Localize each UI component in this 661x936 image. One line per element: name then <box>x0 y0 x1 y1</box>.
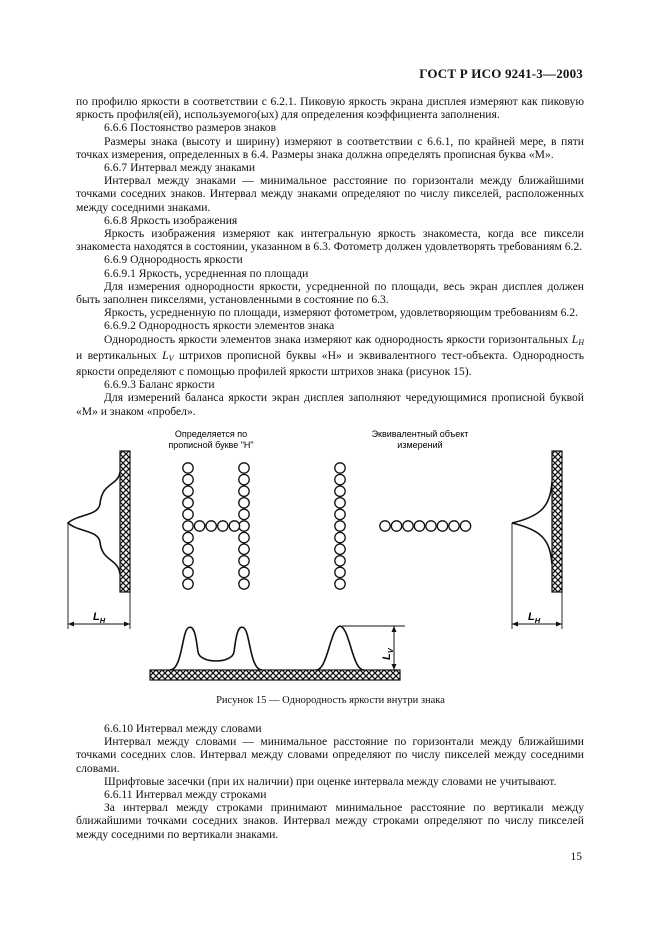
paragraph: по профилю яркости в соответствии с 6.2.1. Пиковую яркость экрана дисплея измеряют как пиковую яркость профиля(ей), используемого(ых) для определения коэффициента заполнения. <box>76 95 584 122</box>
section-heading-6-6-8: 6.6.8 Яркость изображения <box>104 213 238 227</box>
label-right-line2: измерений <box>397 440 443 450</box>
h-left-stroke-dot <box>183 556 193 566</box>
test-horizontal-dot <box>460 521 470 531</box>
h-crossbar-dot <box>206 521 216 531</box>
h-left-stroke-dot <box>183 463 193 473</box>
section-heading-6-6-9: 6.6.9 Однородность яркости <box>104 253 243 267</box>
right-hatched-bar <box>552 451 562 592</box>
test-vertical-dot <box>335 532 345 542</box>
test-vertical-dot <box>335 567 345 577</box>
test-horizontal-dot <box>380 521 390 531</box>
right-dim-label: $L_H$ <box>528 611 541 625</box>
right-profile-curve <box>512 482 552 564</box>
test-vertical-dot <box>335 474 345 484</box>
h-crossbar-dot <box>229 521 239 531</box>
test-vertical-dot <box>335 463 345 473</box>
test-horizontal-dot <box>426 521 436 531</box>
h-left-stroke-dot <box>183 474 193 484</box>
document-header: ГОСТ Р ИСО 9241-3—2003 <box>419 66 583 81</box>
test-vertical-dot <box>335 509 345 519</box>
h-right-stroke-dot <box>239 486 249 496</box>
test-horizontal-dot <box>403 521 413 531</box>
label-left-line2: прописной букве "Н" <box>168 440 254 450</box>
paragraph-part: Однородность яркости элементов знака измеряют как однородность яркости горизонтальных <box>104 332 569 346</box>
test-horizontal-dot <box>437 521 447 531</box>
symbol-lh: $L_H$ <box>571 332 584 347</box>
h-right-stroke-dot <box>239 463 249 473</box>
test-vertical-dot <box>335 486 345 496</box>
profile-vertical-h-strokes <box>170 627 262 670</box>
h-left-stroke-dot <box>183 544 193 554</box>
body-text-top <box>76 95 584 418</box>
paragraph: Размеры знака (высоту и ширину) измеряют в соответствии с 6.6.1, по крайней мере, в пяти точках измерения, определенных в 6.4. Размеры знака должна определять прописная буква «М». <box>76 134 584 161</box>
h-left-stroke-dot <box>183 498 193 508</box>
h-right-stroke-dot <box>239 544 249 554</box>
test-horizontal-dot <box>449 521 459 531</box>
left-dim-label: $L_H$ <box>93 611 106 625</box>
figure-caption: Рисунок 15 — Однородность яркости внутри знака <box>216 695 445 706</box>
h-right-stroke-dot <box>239 509 249 519</box>
test-vertical-dot <box>335 521 345 531</box>
paragraph: За интервал между строками принимают минимальное расстояние по вертикали между ближайшими точками соседних знаков. Интервал между строками определяют по числу пикселей между соседними по вертикали знаками. <box>76 801 584 841</box>
paragraph: Интервал между знаками — минимальное расстояние по горизонтали между ближайшими точками соседних знаков. Интервал между знаками определяют по числу пикселей, расположенных между соседними знаками. <box>76 174 584 214</box>
paragraph: Для измерения однородности яркости, усредненной по площади, весь экран дисплея должен быть заполнен пикселями, установленными в состояние по 6.3. <box>76 279 584 307</box>
h-crossbar-dot <box>218 521 228 531</box>
h-crossbar-dot <box>194 521 204 531</box>
test-vertical-dot <box>335 498 345 508</box>
test-horizontal-dot <box>414 521 424 531</box>
test-vertical-dot <box>335 556 345 566</box>
label-right-line1: Эквивалентный объект <box>371 429 469 439</box>
paragraph: Для измерений баланса яркости экран дисплея заполняют чередующимися прописной буквой «М» и знаком «пробел». <box>76 391 584 418</box>
paragraph: Яркость изображения измеряют как интегральную яркость знакоместа, когда все пиксели знакоместа находятся в состоянии, указанном в 6.3. Фотометр должен удовлетворять требованиям 6.2. <box>76 227 584 254</box>
h-left-stroke-dot <box>183 532 193 542</box>
section-heading-6-6-9-2: 6.6.9.2 Однородность яркости элементов знака <box>104 319 335 333</box>
figure-diagram <box>60 424 600 688</box>
paragraph: Интервал между словами — минимальное расстояние по горизонтали между ближайшими точками соседних слов. Интервал между словами определяют по числу пикселей между соседними словами. <box>76 735 584 775</box>
vertical-dim-label: $L_V$ <box>381 648 395 660</box>
test-vertical-dot <box>335 579 345 589</box>
h-right-stroke-dot <box>239 521 249 531</box>
paragraph <box>76 333 584 379</box>
body-text-bottom <box>76 722 584 841</box>
left-profile-curve <box>68 472 120 574</box>
h-right-stroke-dot <box>239 556 249 566</box>
page-number: 15 <box>570 851 582 863</box>
section-heading-6-6-9-1: 6.6.9.1 Яркость, усредненная по площади <box>104 266 309 280</box>
h-right-stroke-dot <box>239 579 249 589</box>
paragraph-part: и вертикальных <box>76 348 157 362</box>
left-hatched-bar <box>120 451 130 592</box>
profile-vertical-test-object <box>316 626 364 670</box>
figure-15 <box>60 424 600 688</box>
section-heading-6-6-11: 6.6.11 Интервал между строками <box>104 788 267 802</box>
h-left-stroke-dot <box>183 509 193 519</box>
h-right-stroke-dot <box>239 532 249 542</box>
test-horizontal-dot <box>391 521 401 531</box>
section-heading-6-6-9-3: 6.6.9.3 Баланс яркости <box>104 378 215 392</box>
label-left-line1: Определяется по <box>174 429 248 439</box>
test-vertical-dot <box>335 544 345 554</box>
paragraph-part: штрихов прописной буквы «Н» и эквивалентного тест-объекта. Однородность яркости определяют с помощью профилей яркости штрихов знака (рисунок 15). <box>76 348 584 379</box>
paragraph: Шрифтовые засечки (при их наличии) при оценке интервала между словами не учитывают. <box>104 774 557 788</box>
h-left-stroke-dot <box>183 579 193 589</box>
h-left-stroke-dot <box>183 486 193 496</box>
symbol-lv: $L_V$ <box>162 348 174 363</box>
section-heading-6-6-6: 6.6.6 Постоянство размеров знаков <box>104 121 277 135</box>
paragraph: Яркость, усредненную по площади, измеряют фотометром, удовлетворяющим требованиям 6.2. <box>104 306 579 320</box>
h-right-stroke-dot <box>239 567 249 577</box>
h-left-stroke-dot <box>183 521 193 531</box>
section-heading-6-6-7: 6.6.7 Интервал между знаками <box>104 161 256 175</box>
h-right-stroke-dot <box>239 474 249 484</box>
h-left-stroke-dot <box>183 567 193 577</box>
h-right-stroke-dot <box>239 498 249 508</box>
letter-h-and-test-object <box>183 463 471 589</box>
section-heading-6-6-10: 6.6.10 Интервал между словами <box>104 722 262 735</box>
bottom-hatched-bar <box>150 670 400 680</box>
